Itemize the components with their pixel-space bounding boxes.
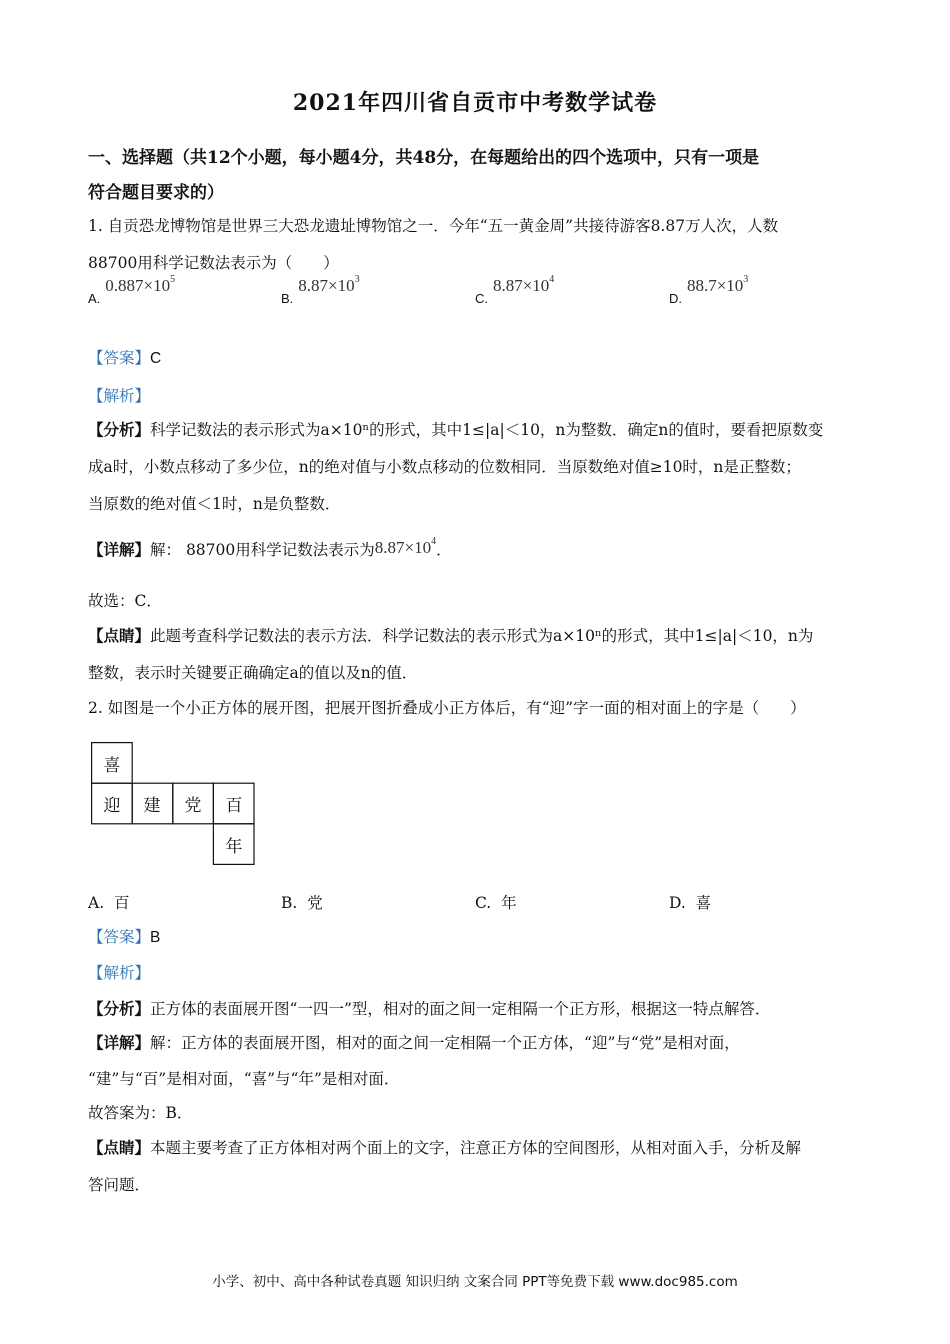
answer-tag: 【答案】 <box>88 928 151 946</box>
q2-dianjing-line1: 【点睛】本题主要考查了正方体相对两个面上的文字，注意正方体的空间图形，从相对面入手，分析及解 <box>88 1138 802 1157</box>
q2-option-c: C. 年 <box>475 894 517 912</box>
q1-option-a: A. $0.887\times 10^5$ <box>88 274 176 306</box>
q2-answer: 【答案】B <box>88 928 161 946</box>
net-face-bai: 百 <box>225 795 243 816</box>
q2-option-d: D. 喜 <box>669 894 712 912</box>
q1-fenxi-line1: 【分析】科学记数法的表示形式为a×10ⁿ的形式，其中1≤|a|＜10，n为整数．确定n的值时，要看把原数变 <box>88 420 824 439</box>
q1-guxuan: 故选：C． <box>88 592 162 610</box>
q1-option-d: D. $88.7\times 10^3$ <box>669 274 749 306</box>
page-footer: 小学、初中、高中各种试卷真题 知识归纳 文案合同 PPT等免费下载 www.doc985.com <box>212 1274 738 1290</box>
page-title: 2021年四川省自贡市中考数学试卷 <box>292 90 658 116</box>
q2-option-a: A. 百 <box>88 894 130 912</box>
net-face-jian: 建 <box>143 795 161 816</box>
q1-stem-line1: 1. 自贡恐龙博物馆是世界三大恐龙遗址博物馆之一．今年“五一黄金周”共接待游客8.87万人次，人数 <box>88 217 779 235</box>
section-heading-line1: 一、选择题（共12个小题，每小题4分，共48分，在每题给出的四个选项中，只有一项是 <box>88 148 760 168</box>
net-face-nian: 年 <box>225 836 243 857</box>
answer-tag: 【答案】 <box>88 349 151 367</box>
section-heading-line2: 符合题目要求的） <box>88 183 224 203</box>
cube-net-figure <box>91 742 259 866</box>
q1-option-b: B. $8.87\times 10^3$ <box>281 274 360 306</box>
q1-option-c: C. $8.87\times 10^4$ <box>475 274 555 306</box>
q2-stem: 2. 如图是一个小正方体的展开图，把展开图折叠成小正方体后，有“迎”字一面的相对面上的字是（ ） <box>88 699 806 717</box>
net-face-dang: 党 <box>184 795 202 816</box>
net-face-xi: 喜 <box>103 755 121 776</box>
q1-dianjing-line2: 整数，表示时关键要正确确定a的值以及n的值． <box>88 664 418 682</box>
q2-xiangjie-line1: 【详解】解：正方体的表面展开图，相对的面之间一定相隔一个正方体，“迎”与“党”是相对面， <box>88 1033 740 1052</box>
q2-guda: 故答案为：B． <box>88 1104 193 1122</box>
q1-xiangjie: 【详解】解： 88700用科学记数法表示为$8.87\times 10^4$． <box>88 536 452 559</box>
q2-dianjing-line2: 答问题． <box>88 1176 151 1194</box>
q1-answer: 【答案】C <box>88 349 162 367</box>
q1-analysis-tag: 【解析】 <box>88 387 151 405</box>
q2-fenxi: 【分析】正方体的表面展开图“一四一”型，相对的面之间一定相隔一个正方形，根据这一特点解答． <box>88 999 771 1018</box>
q2-xiangjie-line2: “建”与“百”是相对面，“喜”与“年”是相对面． <box>88 1070 400 1088</box>
net-face-ying: 迎 <box>103 795 121 816</box>
q1-fenxi-line2: 成a时，小数点移动了多少位，n的绝对值与小数点移动的位数相同．当原数绝对值≥10时，n是正整数； <box>88 458 801 476</box>
q1-dianjing-line1: 【点睛】此题考查科学记数法的表示方法．科学记数法的表示形式为a×10ⁿ的形式，其中1≤|a|＜10，n为 <box>88 626 814 645</box>
q1-fenxi-line3: 当原数的绝对值＜1时，n是负整数． <box>88 495 341 513</box>
q2-analysis-tag: 【解析】 <box>88 964 151 982</box>
q2-option-b: B. 党 <box>281 894 323 912</box>
q1-stem-line2: 88700用科学记数法表示为（ ） <box>88 254 339 272</box>
